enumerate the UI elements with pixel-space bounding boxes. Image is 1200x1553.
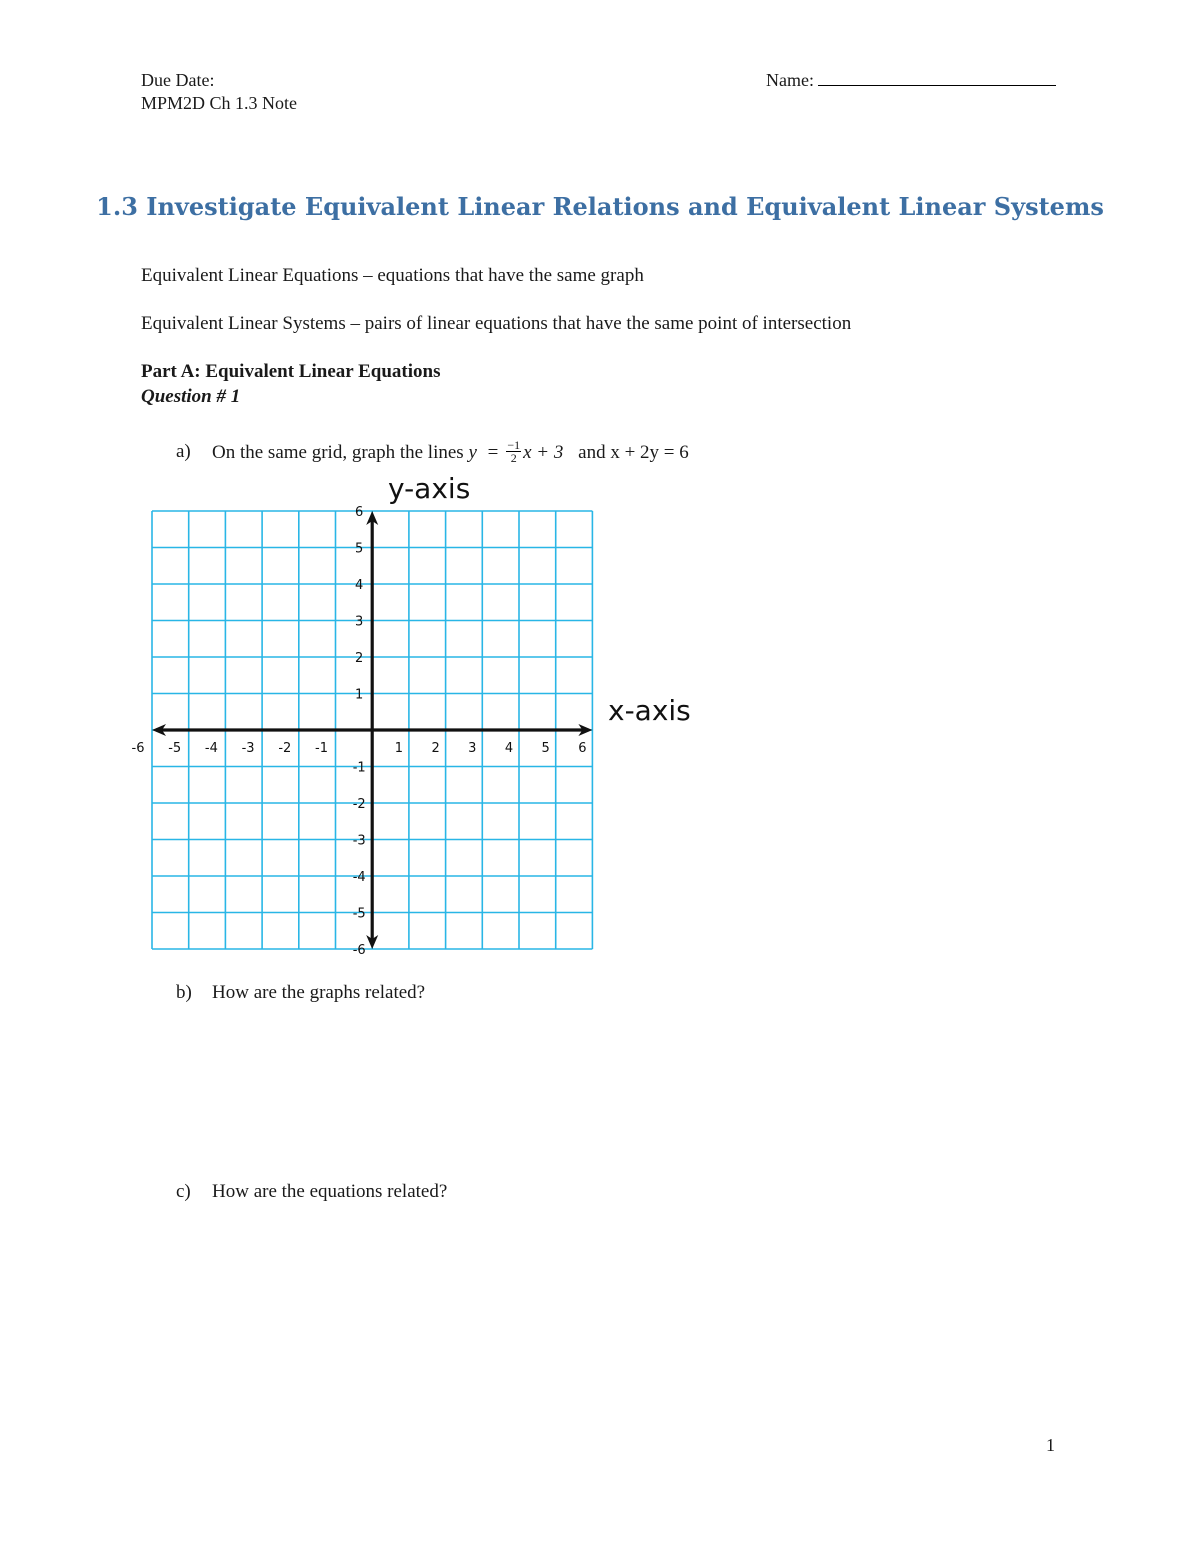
x-tick-label: 1 <box>394 741 404 756</box>
equation-1-lhs: y <box>468 441 477 463</box>
course-label: MPM2D Ch 1.3 Note <box>141 93 298 113</box>
due-date-label: Due Date: <box>141 70 215 90</box>
y-tick-label: 3 <box>355 614 364 630</box>
x-tick-label: -1 <box>315 741 328 756</box>
equation-1-fraction <box>506 439 521 464</box>
question-b-label: b) <box>176 982 192 1003</box>
x-tick-label: -5 <box>168 741 182 756</box>
y-tick-label: 2 <box>355 651 364 666</box>
x-tick-label: -3 <box>241 741 255 756</box>
question-c-text: How are the equations related? <box>212 1181 448 1202</box>
y-tick-label: 6 <box>355 505 364 520</box>
y-tick-label: -1 <box>352 760 366 776</box>
question-a <box>212 438 689 466</box>
axes <box>152 511 592 949</box>
part-a-heading: Part A: Equivalent Linear Equations <box>141 361 441 382</box>
y-tick-label: -2 <box>352 797 366 812</box>
x-tick-label: 3 <box>468 741 477 756</box>
x-tick-label: -6 <box>131 741 145 756</box>
x-axis-title: x-axis <box>608 694 691 727</box>
name-underline <box>818 71 1056 86</box>
name-label: Name: <box>766 70 814 90</box>
x-tick-label: -2 <box>278 741 292 756</box>
y-tick-label: -5 <box>352 906 366 922</box>
page-number: 1 <box>1046 1435 1055 1455</box>
page-title: 1.3 Investigate Equivalent Linear Relations and Equivalent Linear Systems <box>96 192 1104 221</box>
coordinate-grid[interactable] <box>131 500 610 960</box>
equation-1-rest: x + 3 <box>523 441 564 463</box>
fraction-denominator: 2 <box>510 451 517 465</box>
definition-linear-systems: Equivalent Linear Systems – pairs of linear equations that have the same point of intersection <box>141 313 852 334</box>
fraction-numerator: −1 <box>507 438 521 452</box>
x-tick-label: 6 <box>578 741 587 756</box>
x-tick-label: 5 <box>541 741 550 756</box>
x-tick-label: 4 <box>504 741 514 756</box>
equation-1-equals: = <box>487 441 499 463</box>
y-tick-label: -4 <box>352 870 366 885</box>
x-tick-label: 2 <box>431 741 440 756</box>
y-tick-label: -3 <box>352 833 366 849</box>
y-tick-label: 1 <box>355 687 364 703</box>
equation-2: x + 2y = 6 <box>610 441 689 463</box>
question-label: Question # 1 <box>141 386 241 407</box>
question-a-text: On the same grid, graph the lines <box>212 441 464 463</box>
question-b-text: How are the graphs related? <box>212 982 426 1003</box>
y-tick-label: -6 <box>352 943 366 958</box>
and-word: and <box>578 441 606 463</box>
y-axis-title: y-axis <box>388 472 471 505</box>
question-a-label: a) <box>176 441 191 462</box>
y-tick-label: 5 <box>355 541 364 557</box>
question-c-label: c) <box>176 1181 191 1202</box>
name-field <box>766 70 1056 91</box>
definition-linear-equations: Equivalent Linear Equations – equations that have the same graph <box>141 265 644 286</box>
y-tick-label: 4 <box>355 578 364 593</box>
x-tick-label: -4 <box>204 741 218 756</box>
